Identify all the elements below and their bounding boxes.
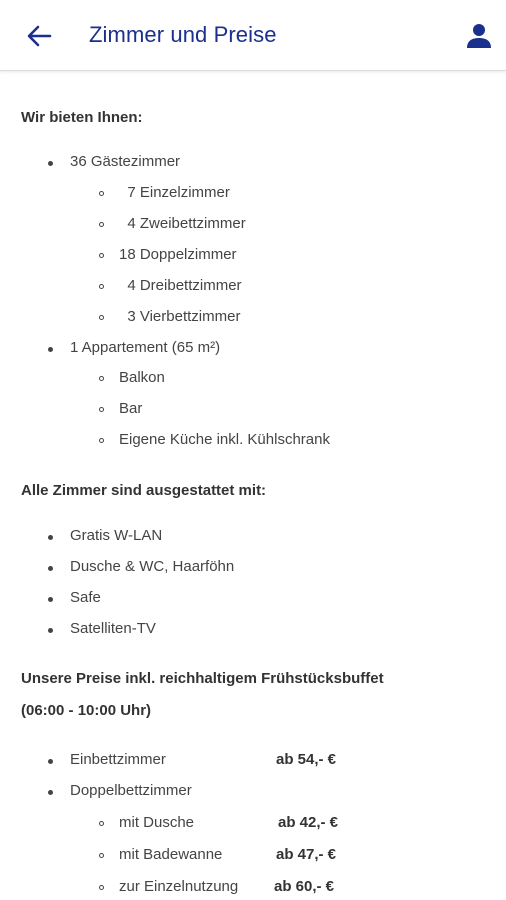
price-value: ab 60,- € bbox=[274, 878, 335, 895]
list-item: mit Badewanne bbox=[119, 846, 223, 863]
person-icon bbox=[466, 22, 492, 50]
circle-bullet-icon bbox=[99, 438, 104, 443]
list-item: Gratis W-LAN bbox=[70, 527, 163, 544]
list-item: Bar bbox=[119, 400, 143, 417]
list-item: mit Dusche bbox=[119, 814, 195, 831]
list-item: 1 Appartement (65 m²) bbox=[70, 339, 221, 356]
bullet-icon bbox=[48, 535, 53, 540]
list-item: Dusche & WC, Haarföhn bbox=[70, 558, 235, 575]
price-value: ab 54,- € bbox=[276, 751, 337, 768]
circle-bullet-icon bbox=[99, 253, 104, 258]
list-item: Einbettzimmer bbox=[70, 751, 166, 768]
list-item: 18 Doppelzimmer bbox=[119, 246, 237, 263]
section-heading-equipment: Alle Zimmer sind ausgestattet mit: bbox=[21, 482, 267, 499]
circle-bullet-icon bbox=[99, 376, 104, 381]
list-item: Doppelbettzimmer bbox=[70, 782, 192, 799]
circle-bullet-icon bbox=[99, 222, 104, 227]
app-bar bbox=[0, 0, 506, 71]
list-item: Safe bbox=[70, 589, 101, 606]
list-item: 3 Vierbettzimmer bbox=[127, 308, 241, 325]
circle-bullet-icon bbox=[99, 821, 104, 826]
list-item: zur Einzelnutzung bbox=[119, 878, 239, 895]
section-heading-prices: Unsere Preise inkl. reichhaltigem Frühstücksbuffet bbox=[21, 670, 384, 687]
breakfast-hours: (06:00 - 10:00 Uhr) bbox=[21, 702, 152, 719]
bullet-icon bbox=[48, 628, 53, 633]
bullet-icon bbox=[48, 597, 53, 602]
circle-bullet-icon bbox=[99, 315, 104, 320]
list-item: 4 Zweibettzimmer bbox=[127, 215, 246, 232]
bullet-icon bbox=[48, 566, 53, 571]
profile-button[interactable] bbox=[466, 22, 492, 50]
circle-bullet-icon bbox=[99, 407, 104, 412]
circle-bullet-icon bbox=[99, 853, 104, 858]
circle-bullet-icon bbox=[99, 885, 104, 890]
page-title: Zimmer und Preise bbox=[89, 22, 277, 47]
price-value: ab 47,- € bbox=[276, 846, 337, 863]
price-value: ab 42,- € bbox=[278, 814, 339, 831]
list-item: 36 Gästezimmer bbox=[70, 153, 181, 170]
bullet-icon bbox=[48, 759, 53, 764]
arrow-left-icon bbox=[24, 22, 54, 50]
circle-bullet-icon bbox=[99, 284, 104, 289]
list-item: 7 Einzelzimmer bbox=[127, 184, 230, 201]
bullet-icon bbox=[48, 347, 53, 352]
circle-bullet-icon bbox=[99, 191, 104, 196]
list-item: Eigene Küche inkl. Kühlschrank bbox=[119, 431, 330, 448]
list-item: 4 Dreibettzimmer bbox=[127, 277, 242, 294]
back-button[interactable] bbox=[24, 22, 54, 50]
bullet-icon bbox=[48, 790, 53, 795]
section-heading-offer: Wir bieten Ihnen: bbox=[21, 109, 143, 126]
list-item: Satelliten-TV bbox=[70, 620, 156, 637]
list-item: Balkon bbox=[119, 369, 165, 386]
bullet-icon bbox=[48, 161, 53, 166]
content bbox=[0, 70, 506, 900]
